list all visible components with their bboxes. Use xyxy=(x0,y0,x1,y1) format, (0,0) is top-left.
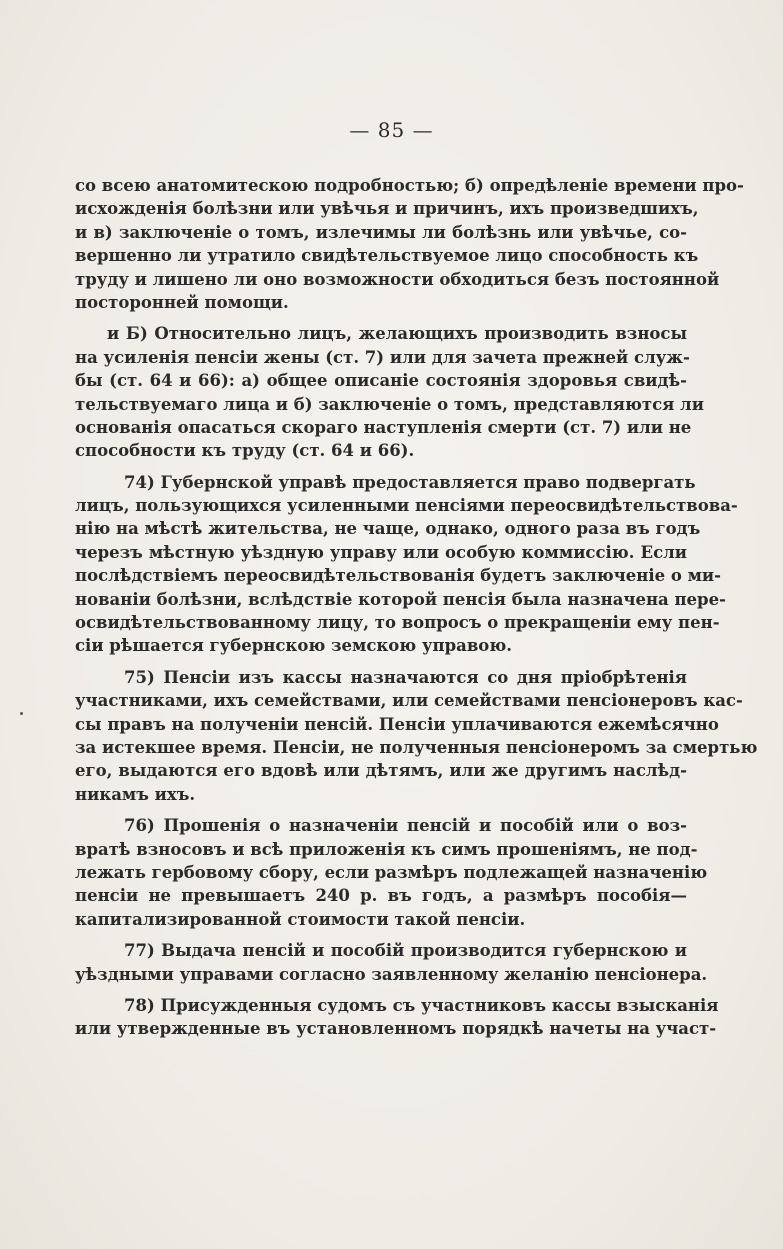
page-number: — 85 — xyxy=(349,118,434,142)
text-line: исхожденія болѣзни или увѣчья и причинъ, ихъ произведшихъ, xyxy=(75,199,699,219)
text-line: черезъ мѣстную уѣздную управу или особую коммиссію. Если xyxy=(75,542,687,562)
text-line: 77) Выдача пенсій и пособій производится губернскою и xyxy=(124,941,687,961)
body-text xyxy=(75,174,758,1041)
paragraph-continuation xyxy=(75,174,744,314)
article-77 xyxy=(75,939,708,986)
text-line: вершенно ли утратило свидѣтельствуемое лицо способность къ xyxy=(75,246,699,266)
text-line: тельствуемаго лица и б) заключеніе о томъ, представляются ли xyxy=(75,394,704,414)
article-75 xyxy=(75,666,758,806)
article-78 xyxy=(75,994,719,1041)
text-line: сы правъ на полученіи пенсій. Пенсіи уплачиваются ежемѣсячно xyxy=(75,714,719,734)
text-line: пенсіи не превышаетъ 240 р. въ годъ, а размѣръ пособія— xyxy=(75,886,687,906)
text-line: и в) заключеніе о томъ, излечимы ли болѣзнь или увѣчье, со- xyxy=(75,222,687,242)
text-line: или утвержденные въ установленномъ порядкѣ начеты на участ- xyxy=(75,1019,717,1039)
text-line: 74) Губернской управѣ предоставляется право подвергать xyxy=(124,472,696,492)
text-line: никамъ ихъ. xyxy=(75,784,196,804)
text-line: лежать гербовому сбору, если размѣръ подлежащей назначенію xyxy=(75,862,708,882)
text-line: 76) Прошенія о назначеніи пенсій и пособій или о воз- xyxy=(124,816,687,836)
text-line: капитализированной стоимости такой пенсіи. xyxy=(75,909,526,929)
text-line: уѣздными управами согласно заявленному желанію пенсіонера. xyxy=(75,964,708,984)
text-line: послѣдствіемъ переосвидѣтельствованія будетъ заключеніе о ми- xyxy=(75,566,721,586)
text-line: сіи рѣшается губернскою земскою управою. xyxy=(75,636,512,656)
paragraph-b xyxy=(75,322,704,462)
text-line: бы (ст. 64 и 66): а) общее описаніе состоянія здоровья свидѣ- xyxy=(75,371,687,391)
margin-dot xyxy=(20,712,23,715)
article-76 xyxy=(75,814,708,931)
text-line: участниками, ихъ семействами, или семействами пенсіонеровъ кас- xyxy=(75,691,743,711)
text-line: способности къ труду (ст. 64 и 66). xyxy=(75,441,415,461)
article-74 xyxy=(75,471,738,658)
text-line: на усиленія пенсіи жены (ст. 7) или для зачета прежней служ- xyxy=(75,347,690,367)
text-line: нію на мѣстѣ жительства, не чаще, однако, одного раза въ годъ xyxy=(75,519,701,539)
text-line: за истекшее время. Пенсіи, не полученныя пенсіонеромъ за смертью xyxy=(75,737,758,757)
text-line: нованіи болѣзни, вслѣдствіе которой пенсія была назначена пере- xyxy=(75,589,726,609)
text-line: 78) Присужденныя судомъ съ участниковъ кассы взысканія xyxy=(124,995,719,1015)
text-line: со всею анатомитескою подробностью; б) опредѣленіе времени про- xyxy=(75,176,744,195)
text-line: освидѣтельствованному лицу, то вопросъ о прекращеніи ему пен- xyxy=(75,613,720,633)
text-line: основанія опасаться скораго наступленія смерти (ст. 7) или не xyxy=(75,417,692,437)
text-line: посторонней помощи. xyxy=(75,292,289,312)
text-line: 75) Пенсіи изъ кассы назначаются со дня пріобрѣтенія xyxy=(124,667,687,687)
text-line: лицъ, пользующихся усиленными пенсіями переосвидѣтельствова- xyxy=(75,496,738,516)
text-line: вратѣ взносовъ и всѣ приложенія къ симъ прошеніямъ, не под- xyxy=(75,839,698,859)
text-line: труду и лишено ли оно возможности обходиться безъ постоянной xyxy=(75,269,720,289)
text-line: его, выдаются его вдовѣ или дѣтямъ, или же другимъ наслѣд- xyxy=(75,761,687,781)
text-line: и Б) Относительно лицъ, желающихъ производить взносы xyxy=(107,324,687,344)
